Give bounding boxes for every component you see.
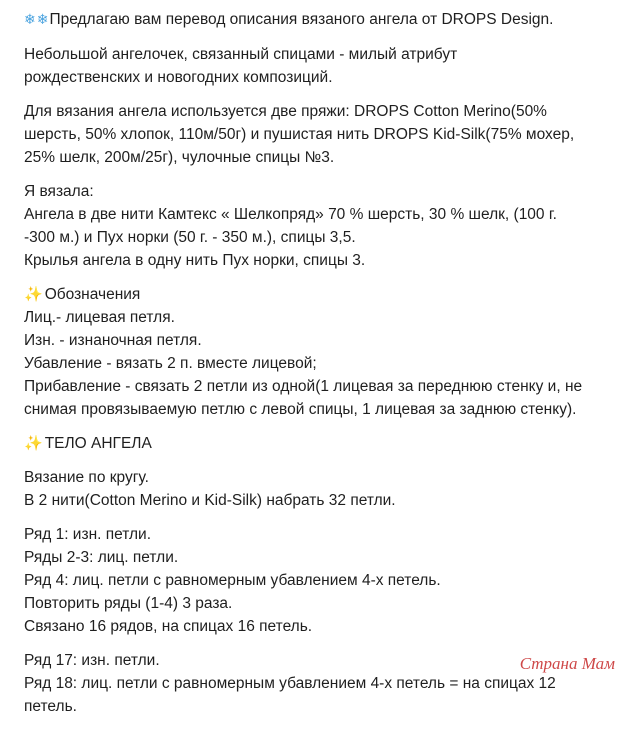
text-line: рождественских и новогодних композиций. xyxy=(24,69,333,86)
intro-paragraph-2 xyxy=(24,100,616,169)
text-line: Лиц.- лицевая петля. xyxy=(24,309,175,326)
text-line: Ряд 1: изн. петли. xyxy=(24,526,152,543)
text-line: петель. xyxy=(24,698,77,715)
text-line: Я вязала: xyxy=(24,183,94,200)
legend-heading xyxy=(24,283,616,306)
body-paragraph-1 xyxy=(24,466,616,512)
legend-heading-text: Обозначения xyxy=(44,286,141,303)
text-line: Повторить ряды (1-4) 3 раза. xyxy=(24,595,233,612)
text-line: Ряд 17: изн. петли. xyxy=(24,652,160,669)
snowflake-icon: ❄ xyxy=(36,12,49,28)
text-line: -300 м.) и Пух норки (50 г. - 350 м.), спицы 3,5. xyxy=(24,229,356,246)
text-line: 25% шелк, 200м/25г), чулочные спицы №3. xyxy=(24,149,335,166)
text-line: Изн. - изнаночная петля. xyxy=(24,332,202,349)
legend-section xyxy=(24,283,616,421)
text-line: Ряды 2-3: лиц. петли. xyxy=(24,549,179,566)
text-line: Убавление - вязать 2 п. вместе лицевой; xyxy=(24,355,317,372)
sparkle-icon: ✨ xyxy=(24,434,43,452)
text-line: Крылья ангела в одну нить Пух норки, спицы 3. xyxy=(24,252,366,269)
text-line: Ряд 18: лиц. петли с равномерным убавлением 4-х петель = на спицах 12 xyxy=(24,675,556,692)
intro-paragraph-1 xyxy=(24,43,616,89)
intro-title-line xyxy=(24,8,616,32)
intro-title: Предлагаю вам перевод описания вязаного ангела от DROPS Design. xyxy=(49,11,554,28)
my-version-paragraph xyxy=(24,180,616,272)
text-line: шерсть, 50% хлопок, 110м/50г) и пушистая нить DROPS Kid-Silk(75% мохер, xyxy=(24,126,575,143)
body-section-heading-paragraph xyxy=(24,432,616,455)
text-line: В 2 нити(Cotton Merino и Kid-Silk) набрать 32 петли. xyxy=(24,492,396,509)
text-line: Прибавление - связать 2 петли из одной(1 лицевая за переднюю стенку и, не xyxy=(24,378,583,395)
site-watermark: Страна Мам xyxy=(519,654,615,673)
text-line: Ангела в две нити Камтекс « Шелкопряд» 70 % шерсть, 30 % шелк, (100 г. xyxy=(24,206,557,223)
body-section-heading-text: ТЕЛО АНГЕЛА xyxy=(44,435,152,452)
text-line: Небольшой ангелочек, связанный спицами - милый атрибут xyxy=(24,46,458,63)
snowflake-icon: ❄ xyxy=(24,12,36,28)
text-line: Вязание по кругу. xyxy=(24,469,149,486)
body-section-heading xyxy=(24,432,616,455)
intro-title-paragraph xyxy=(24,8,616,32)
sparkle-icon: ✨ xyxy=(24,285,43,303)
text-line: Ряд 4: лиц. петли с равномерным убавлением 4-х петель. xyxy=(24,572,441,589)
text-line: снимая провязываемую петлю с левой спицы, 1 лицевая за заднюю стенку). xyxy=(24,401,577,418)
text-line: Для вязания ангела используется две пряжи: DROPS Cotton Merino(50% xyxy=(24,103,547,120)
article-content xyxy=(24,0,616,729)
body-paragraph-2 xyxy=(24,523,616,638)
text-line: Связано 16 рядов, на спицах 16 петель. xyxy=(24,618,313,635)
